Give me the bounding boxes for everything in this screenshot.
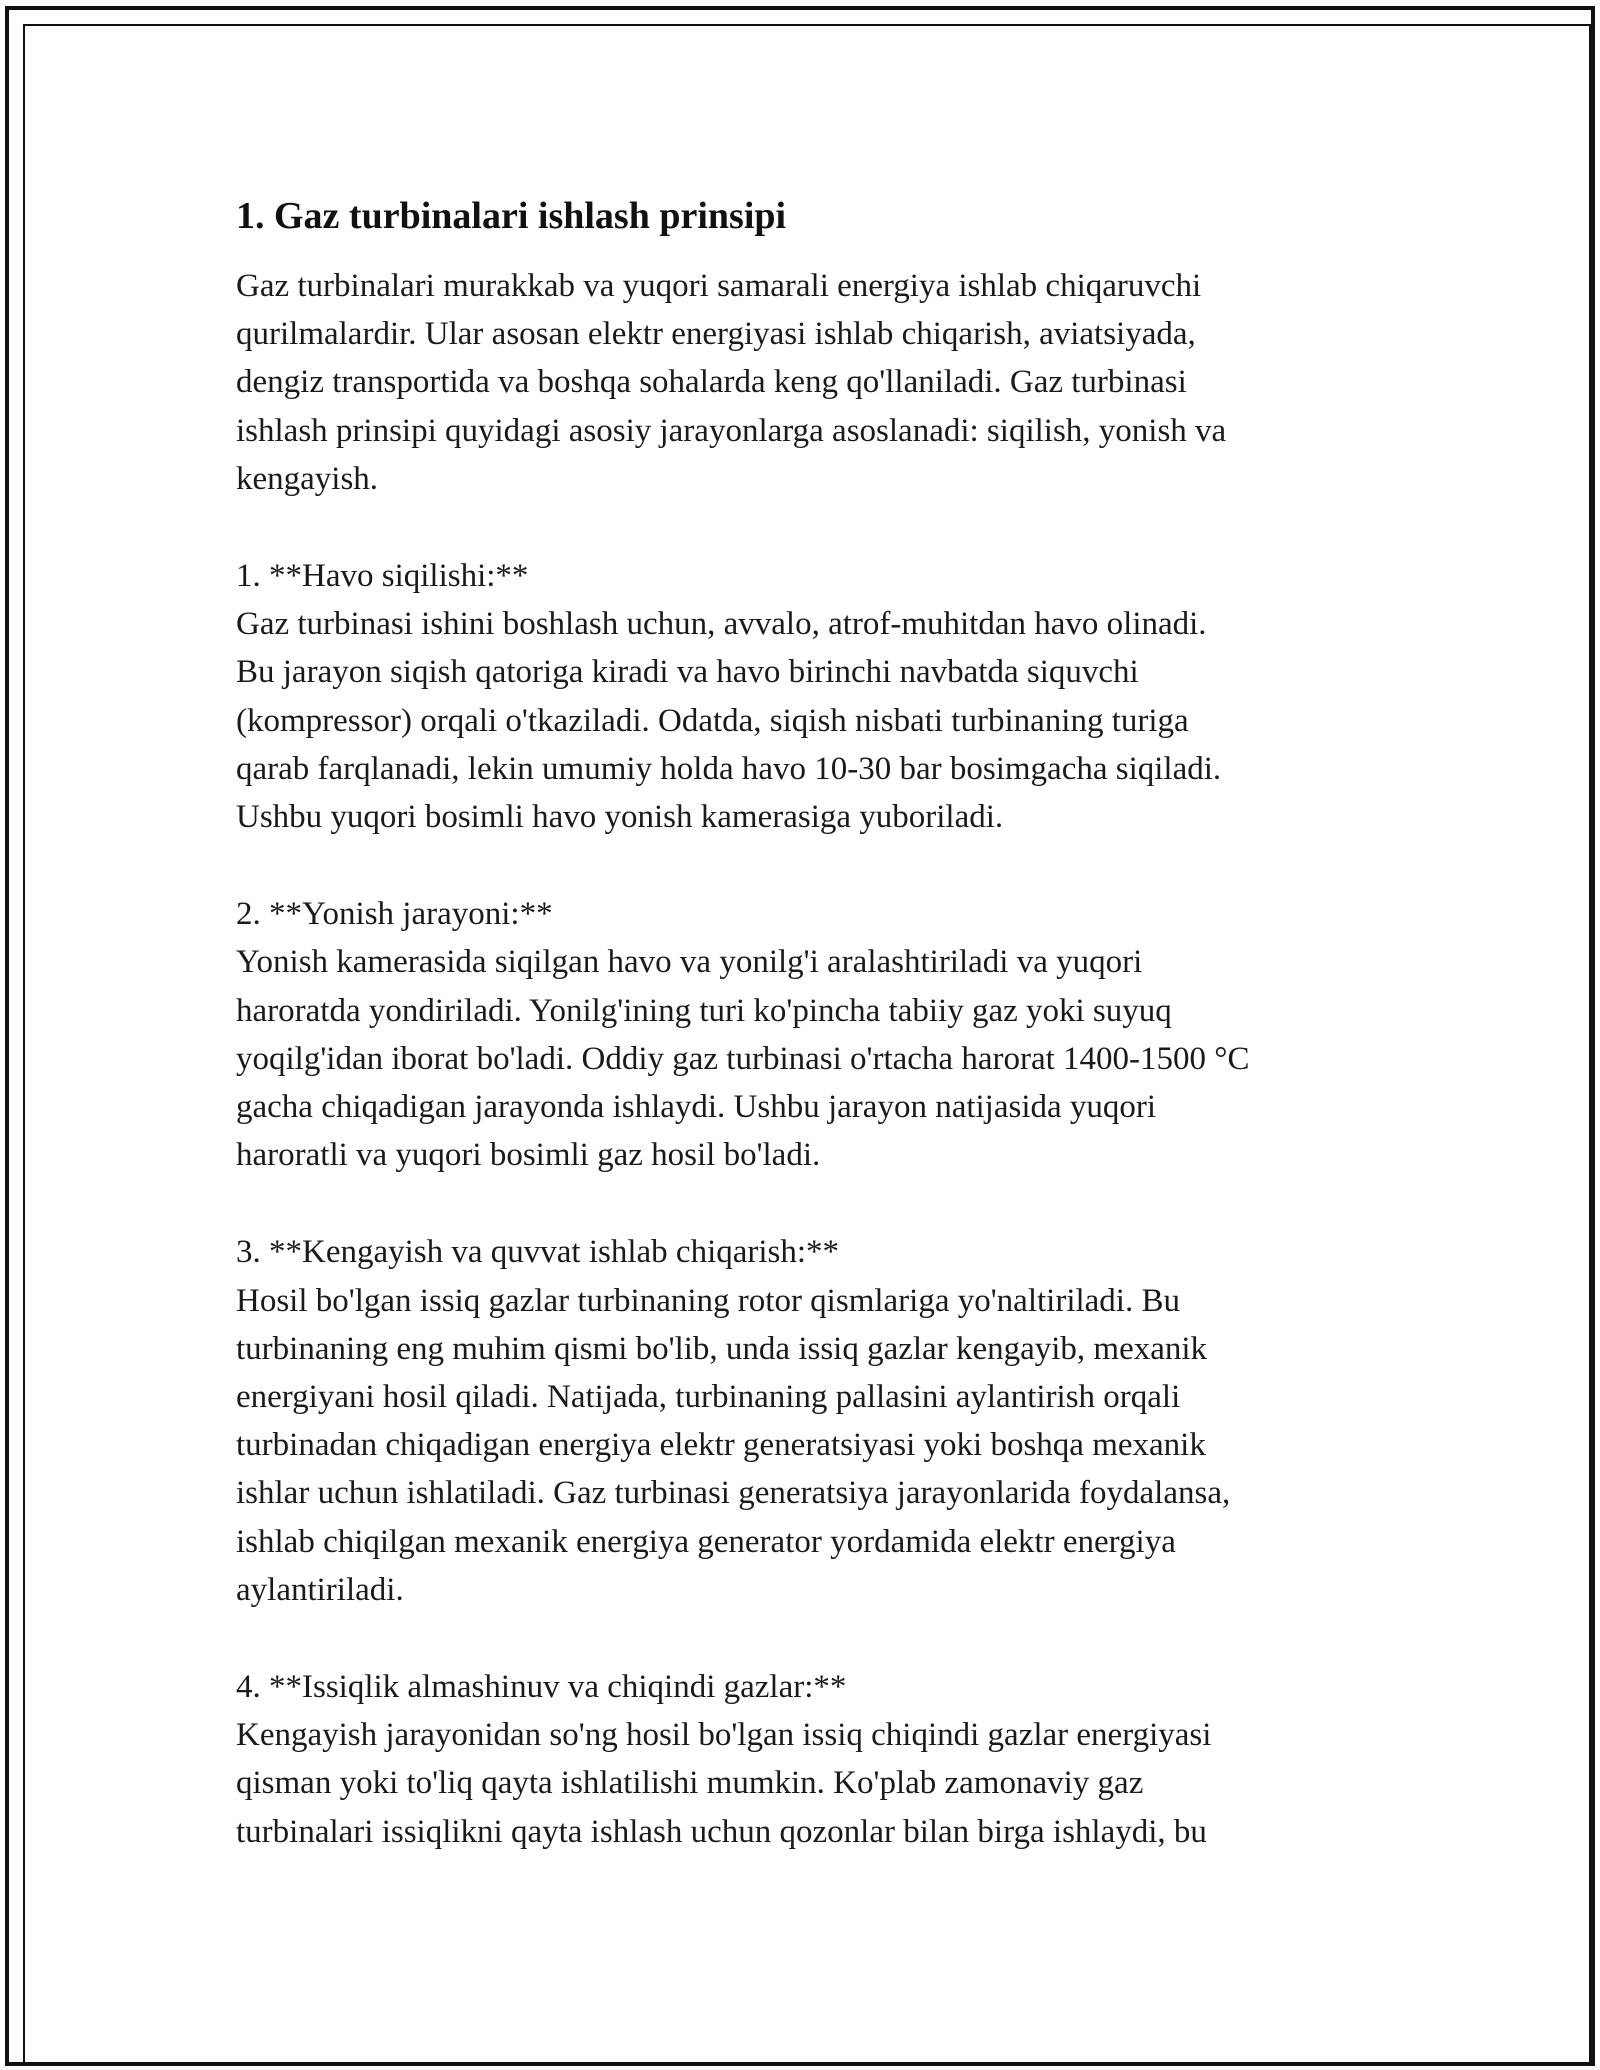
spacer [236, 503, 1386, 552]
section-title-3: 3. **Kengayish va quvvat ishlab chiqarish:** [236, 1234, 840, 1271]
section-text-2: Yonish kamerasida siqilgan havo va yonilg'i aralashtiriladi va yuqori haroratda yondiriladi. Yonilg'ining turi ko'pincha tabiiy gaz yoki suyuq yoqilg'idan iborat bo'ladi. Oddiy gaz turbinasi o'rtacha harorat 1400-1500 °C gacha chiqadigan jarayonda ishlaydi. Ushbu jarayon natijasida yuqori haroratli va yuqori bosimli gaz hosil bo'ladi. [236, 944, 1250, 1174]
section-text-3: Hosil bo'lgan issiq gazlar turbinaning rotor qismlariga yo'naltiriladi. Bu turbinaning eng muhim qismi bo'lib, unda issiq gazlar kengayib, mexanik energiyani hosil qiladi. Natijada, turbinaning pallasini aylantirish orqali turbinadan chiqadigan energiya elektr generatsiyasi yoki boshqa mexanik ishlar uchun ishlatiladi. Gaz turbinasi generatsiya jarayonlarida foydalansa, ishlab chiqilgan mexanik energiya generator yordamida elektr energiya aylantiriladi. [236, 1282, 1231, 1608]
intro-paragraph: Gaz turbinalari murakkab va yuqori samarali energiya ishlab chiqaruvchi qurilmalardir. Ular asosan elektr energiyasi ishlab chiqarish, aviatsiyada, dengiz transportida va boshqa sohalarda keng qo'llaniladi. Gaz turbinasi ishlash prinsipi quyidagi asosiy jarayonlarga asoslanadi: siqilish, yonish va kengayish. [236, 268, 1227, 497]
spacer [236, 1179, 1386, 1228]
document-body [236, 180, 1386, 1856]
section-title-4: 4. **Issiqlik almashinuv va chiqindi gazlar:** [236, 1669, 847, 1706]
spacer [236, 252, 1386, 262]
section-text-1: Gaz turbinasi ishini boshlash uchun, avvalo, atrof-muhitdan havo olinadi. Bu jarayon siqish qatoriga kiradi va havo birinchi navbatda siquvchi (kompressor) orqali o'tkaziladi. Odatda, siqish nisbati turbinaning turiga qarab farqlanadi, lekin umumiy holda havo 10-30 bar bosimgacha siqiladi. Ushbu yuqori bosimli havo yonish kamerasiga yuboriladi. [236, 606, 1222, 836]
section-title-1: 1. **Havo siqilishi:** [236, 558, 529, 595]
spacer [236, 841, 1386, 890]
spacer [236, 1614, 1386, 1663]
document-heading: 1. Gaz turbinalari ishlash prinsipi [236, 195, 787, 237]
section-title-2: 2. **Yonish jarayoni:** [236, 896, 553, 933]
section-text-4: Kengayish jarayonidan so'ng hosil bo'lgan issiq chiqindi gazlar energiyasi qisman yoki to'liq qayta ishlatilishi mumkin. Ko'plab zamonaviy gaz turbinalari issiqlikni qayta ishlash uchun qozonlar bilan birga ishlaydi, bu [236, 1717, 1212, 1850]
